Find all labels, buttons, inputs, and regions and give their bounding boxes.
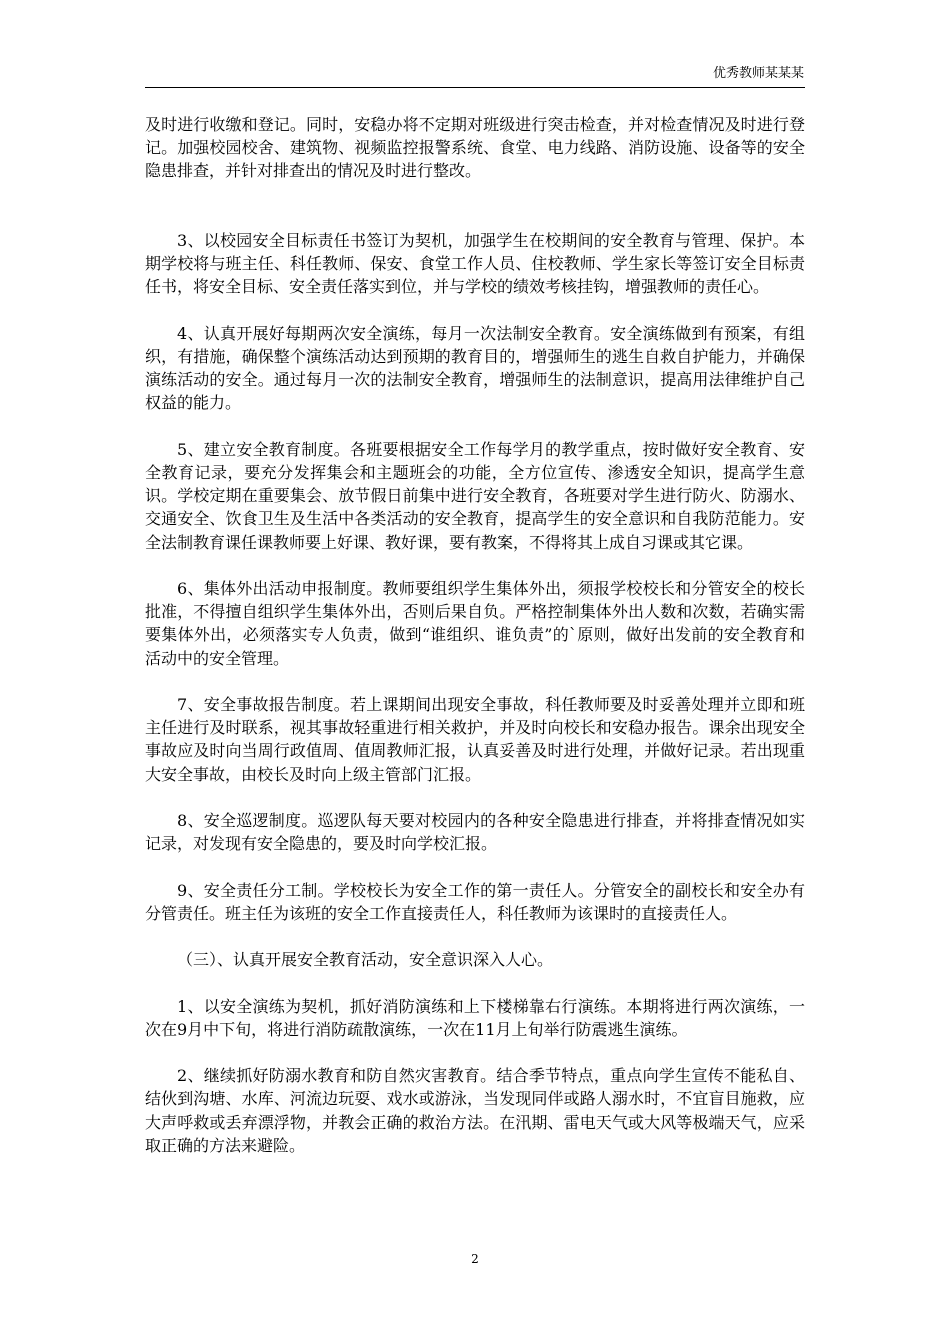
paragraph-drill-2: 2、继续抓好防溺水教育和防自然灾害教育。结合季节特点，重点向学生宣传不能私自、结伙到沟塘、水库、河流边玩耍、戏水或游泳，当发现同伴或路人溺水时，不宜盲目施救，应大声呼救或丢弃漂浮物，并教会正确的救治方法。在汛期、雷电天气或大风等极端天气，应采取正确的方法来避险。 [145, 1066, 805, 1155]
section-heading-3: （三）、认真开展安全教育活动，安全意识深入人心。 [177, 950, 554, 970]
paragraph-item-9: 9、安全责任分工制。学校校长为安全工作的第一责任人。分管安全的副校长和安全办有分管责任。班主任为该班的安全工作直接责任人，科任教师为该课时的直接责任人。 [145, 880, 805, 923]
paragraph-drill-1: 1、以安全演练为契机，抓好消防演练和上下楼梯靠右行演练。本期将进行两次演练，一次在9月中下旬，将进行消防疏散演练，一次在11月上旬举行防震逃生演练。 [145, 996, 805, 1039]
document-body [145, 113, 805, 1157]
paragraph-item-8: 8、安全巡逻制度。巡逻队每天要对校园内的各种安全隐患进行排查，并将排查情况如实记录，对发现有安全隐患的，要及时向学校汇报。 [145, 811, 805, 854]
page-number: 2 [471, 1252, 479, 1266]
paragraph-item-7: 7、安全事故报告制度。若上课期间出现安全事故，科任教师要及时妥善处理并立即和班主任进行及时联系，视其事故轻重进行相关救护，并及时向校长和安稳办报告。课余出现安全事故应及时向当周行政值周、值周教师汇报，认真妥善及时进行处理，并做好记录。若出现重大安全事故，由校长及时向上级主管部门汇报。 [145, 695, 805, 784]
paragraph-continuation: 及时进行收缴和登记。同时，安稳办将不定期对班级进行突击检查，并对检查情况及时进行登记。加强校园校舍、建筑物、视频监控报警系统、食堂、电力线路、消防设施、设备等的安全隐患排查，并针对排查出的情况及时进行整改。 [145, 115, 805, 181]
paragraph-item-3: 3、以校园安全目标责任书签订为契机，加强学生在校期间的安全教育与管理、保护。本期学校将与班主任、科任教师、保安、食堂工作人员、住校教师、学生家长等签订安全目标责任书，将安全目标、安全责任落实到位，并与学校的绩效考核挂钩，增强教师的责任心。 [145, 231, 805, 297]
paragraph-item-4: 4、认真开展好每期两次安全演练，每月一次法制安全教育。安全演练做到有预案，有组织，有措施，确保整个演练活动达到预期的教育目的，增强师生的逃生自救自护能力，并确保演练活动的安全。通过每月一次的法制安全教育，增强师生的法制意识，提高用法律维护自己权益的能力。 [145, 323, 805, 413]
paragraph-item-5: 5、建立安全教育制度。各班要根据安全工作每学月的教学重点，按时做好安全教育、安全教育记录，要充分发挥集会和主题班会的功能，全方位宣传、渗透安全知识，提高学生意识。学校定期在重要集会、放节假日前集中进行安全教育，各班要对学生进行防火、防溺水、交通安全、饮食卫生及生活中各类活动的安全教育，提高学生的安全意识和自我防范能力。安全法制教育课任课教师要上好课、教好课，要有教案，不得将其上成自习课或其它课。 [145, 439, 805, 552]
header-divider [145, 87, 805, 88]
paragraph-item-6: 6、集体外出活动申报制度。教师要组织学生集体外出，须报学校校长和分管安全的校长批准，不得擅自组织学生集体外出，否则后果自负。严格控制集体外出人数和次数，若确实需要集体外出，必须落实专人负责，做到“谁组织、谁负责”的`原则，做好出发前的安全教育和活动中的安全管理。 [145, 579, 805, 668]
page-header-title: 优秀教师某某某 [712, 66, 804, 81]
